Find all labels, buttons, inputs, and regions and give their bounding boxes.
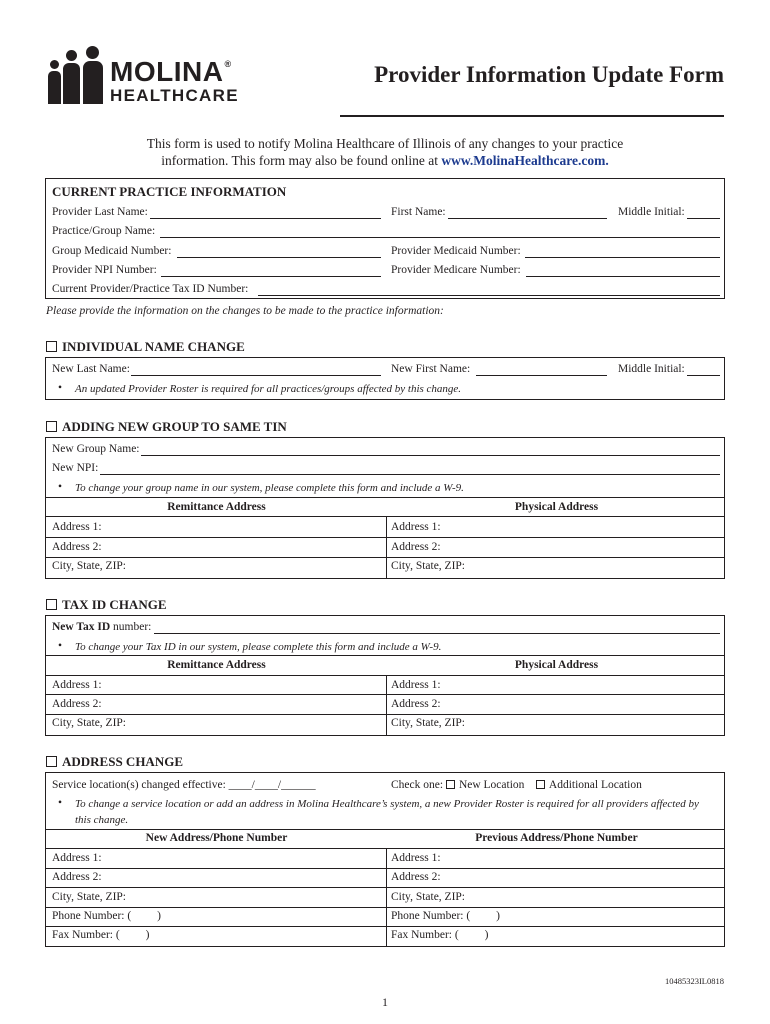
bullet-dot: •	[58, 382, 63, 394]
bullet-dot: •	[58, 481, 63, 493]
instructions-note: Please provide the information on the changes to be made to the practice information:	[46, 305, 444, 317]
tax-change-note: To change your Tax ID in our system, please complete this form and include a W-9.	[75, 641, 442, 653]
previous-phone[interactable]: Phone Number: ( )	[391, 910, 500, 922]
form-code: 10485323IL0818	[664, 976, 724, 986]
physical-city[interactable]: City, State, ZIP:	[391, 717, 466, 729]
provider-npi-field[interactable]	[161, 276, 381, 277]
new-tax-id-field[interactable]	[154, 633, 720, 634]
logo-wordmark: MOLINA®	[110, 56, 232, 87]
address-change-note-cont: this change.	[75, 814, 129, 826]
new-group-note: To change your group name in our system, please complete this form and include a W-9.	[75, 482, 464, 494]
address-change-checkbox[interactable]	[46, 756, 57, 767]
physical-address2[interactable]: Address 2:	[391, 698, 441, 710]
new-city[interactable]: City, State, ZIP:	[52, 891, 127, 903]
remittance-address-header: Remittance Address	[167, 501, 266, 513]
new-first-name-field[interactable]	[476, 375, 607, 376]
first-name-label: First Name:	[391, 206, 446, 218]
tax-change-checkbox[interactable]	[46, 599, 57, 610]
new-first-name-label: New First Name:	[391, 363, 471, 375]
new-address-header: New Address/Phone Number	[145, 832, 288, 844]
remittance-city[interactable]: City, State, ZIP:	[52, 560, 127, 572]
provider-last-name-field[interactable]	[150, 218, 381, 219]
name-change-note: An updated Provider Roster is required for all practices/groups affected by this change.	[75, 383, 462, 395]
first-name-field[interactable]	[448, 218, 607, 219]
new-group-name-field[interactable]	[141, 455, 720, 456]
logo-subword: HEALTHCARE	[110, 86, 239, 105]
new-fax[interactable]: Fax Number: ( )	[52, 929, 150, 941]
physical-address1[interactable]: Address 1:	[391, 521, 441, 533]
remittance-address2[interactable]: Address 2:	[52, 541, 102, 553]
tax-change-heading: TAX ID CHANGE	[46, 597, 167, 613]
new-phone[interactable]: Phone Number: ( )	[52, 910, 161, 922]
website-link[interactable]: www.MolinaHealthcare.com.	[441, 153, 609, 168]
check-one-group: Check one: New Location Additional Location	[391, 779, 642, 791]
new-last-name-field[interactable]	[131, 375, 381, 376]
address-change-heading: ADDRESS CHANGE	[46, 754, 183, 770]
new-middle-initial-field[interactable]	[687, 375, 720, 376]
remittance-address-header: Remittance Address	[167, 659, 266, 671]
middle-initial-label: Middle Initial:	[618, 206, 685, 218]
name-change-heading: INDIVIDUAL NAME CHANGE	[46, 339, 245, 355]
remittance-address2[interactable]: Address 2:	[52, 698, 102, 710]
new-tax-id-label: New Tax ID number:	[52, 621, 152, 633]
new-group-section	[45, 437, 725, 579]
physical-address2[interactable]: Address 2:	[391, 541, 441, 553]
tax-id-field[interactable]	[258, 295, 720, 296]
new-group-heading: ADDING NEW GROUP TO SAME TIN	[46, 419, 287, 435]
new-address2[interactable]: Address 2:	[52, 871, 102, 883]
service-location-effective[interactable]: Service location(s) changed effective: ____/____/______	[52, 779, 316, 791]
tax-change-section	[45, 615, 725, 736]
previous-address-header: Previous Address/Phone Number	[475, 832, 638, 844]
provider-npi-label: Provider NPI Number:	[52, 264, 157, 276]
new-middle-initial-label: Middle Initial:	[618, 363, 685, 375]
previous-address2[interactable]: Address 2:	[391, 871, 441, 883]
new-npi-field[interactable]	[100, 474, 720, 475]
previous-address1[interactable]: Address 1:	[391, 852, 441, 864]
new-group-checkbox[interactable]	[46, 421, 57, 432]
page-number: 1	[382, 995, 388, 1009]
physical-city[interactable]: City, State, ZIP:	[391, 560, 466, 572]
remittance-city[interactable]: City, State, ZIP:	[52, 717, 127, 729]
new-group-name-label: New Group Name:	[52, 443, 140, 455]
previous-fax[interactable]: Fax Number: ( )	[391, 929, 489, 941]
new-address1[interactable]: Address 1:	[52, 852, 102, 864]
new-last-name-label: New Last Name:	[52, 363, 130, 375]
physical-address-header: Physical Address	[514, 501, 599, 513]
group-medicaid-field[interactable]	[177, 257, 381, 258]
practice-group-name-label: Practice/Group Name:	[52, 225, 156, 237]
title-divider	[340, 115, 724, 117]
tax-id-label: Current Provider/Practice Tax ID Number:	[52, 283, 249, 295]
section-heading: CURRENT PRACTICE INFORMATION	[52, 184, 287, 199]
address-change-note: To change a service location or add an address in Molina Healthcare’s system, a new Provider Roster is required for all providers affected by	[75, 798, 699, 810]
practice-group-name-field[interactable]	[160, 237, 720, 238]
name-change-checkbox[interactable]	[46, 341, 57, 352]
current-practice-section	[45, 178, 725, 299]
remittance-address1[interactable]: Address 1:	[52, 679, 102, 691]
physical-address-header: Physical Address	[514, 659, 599, 671]
page-title: Provider Information Update Form	[374, 62, 724, 87]
people-icon	[46, 44, 106, 106]
new-npi-label: New NPI:	[52, 462, 99, 474]
bullet-dot: •	[58, 797, 63, 809]
new-location-checkbox[interactable]	[446, 780, 455, 789]
remittance-address1[interactable]: Address 1:	[52, 521, 102, 533]
additional-location-checkbox[interactable]	[536, 780, 545, 789]
provider-last-name-label: Provider Last Name:	[52, 206, 148, 218]
name-change-section	[45, 357, 725, 400]
provider-medicaid-label: Provider Medicaid Number:	[391, 245, 521, 257]
intro-text: This form is used to notify Molina Healthcare of Illinois of any changes to your practice information. This form may also be found online at www.MolinaHealthcare.com.	[146, 136, 624, 168]
provider-medicaid-field[interactable]	[525, 257, 720, 258]
group-medicaid-label: Group Medicaid Number:	[52, 245, 172, 257]
molina-logo	[46, 44, 246, 108]
bullet-dot: •	[58, 640, 63, 652]
address-change-section	[45, 772, 725, 947]
provider-medicare-field[interactable]	[526, 276, 720, 277]
provider-medicare-label: Provider Medicare Number:	[391, 264, 521, 276]
physical-address1[interactable]: Address 1:	[391, 679, 441, 691]
middle-initial-field[interactable]	[687, 218, 720, 219]
previous-city[interactable]: City, State, ZIP:	[391, 891, 466, 903]
